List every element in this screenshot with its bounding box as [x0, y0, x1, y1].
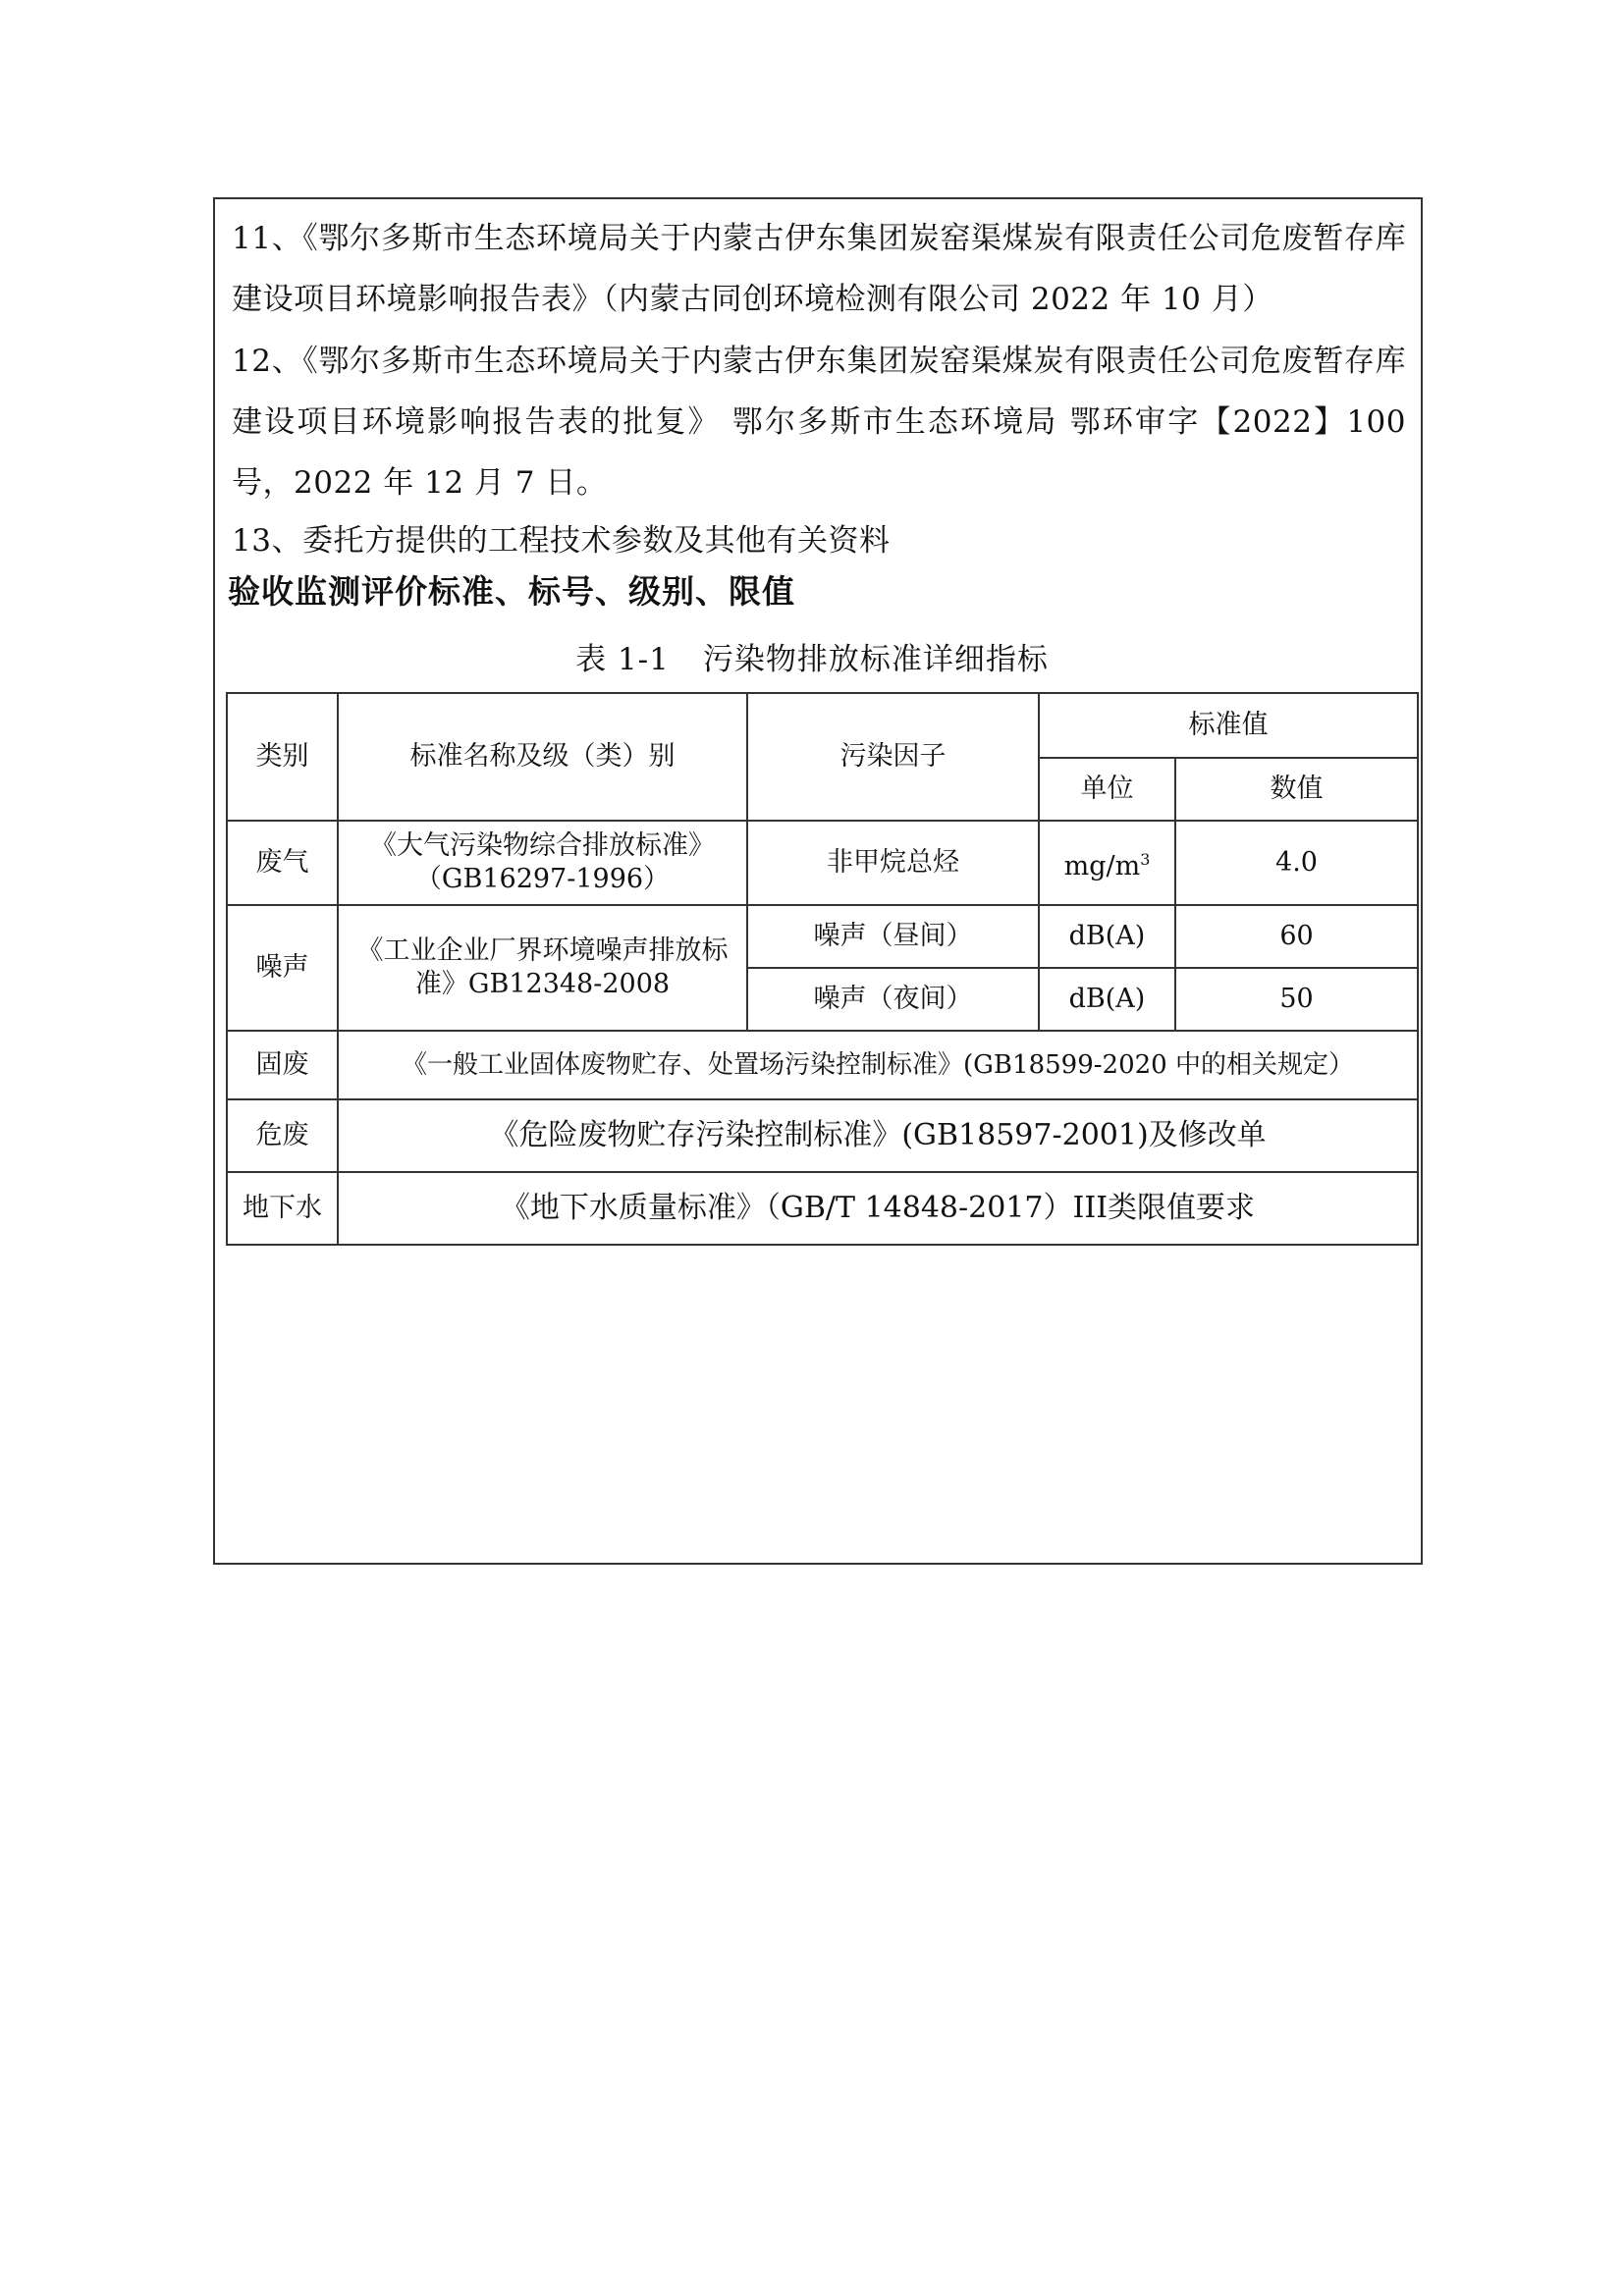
section-heading: 验收监测评价标准、标号、级别、限值	[228, 572, 795, 611]
header-standard-name: 标准名称及级（类）别	[338, 693, 747, 821]
table-row	[227, 905, 1418, 968]
category-groundwater: 地下水	[227, 1172, 338, 1245]
reference-item-13: 13、委托方提供的工程技术参数及其他有关资料	[232, 523, 891, 559]
value-noise-day: 60	[1175, 905, 1418, 968]
pollutant-nmhc: 非甲烷总烃	[747, 821, 1039, 905]
standard-solid-waste: 《一般工业固体废物贮存、处置场污染控制标准》(GB18599-2020 中的相关规定）	[338, 1031, 1418, 1099]
standard-waste-gas-line2: （GB16297-1996）	[414, 864, 671, 894]
pollutant-noise-day: 噪声（昼间）	[747, 905, 1039, 968]
table-row	[227, 1099, 1418, 1172]
header-value: 数值	[1175, 758, 1418, 821]
header-pollutant: 污染因子	[747, 693, 1039, 821]
emission-standards-table	[226, 692, 1419, 1246]
reference-item-12: 12、《鄂尔多斯市生态环境局关于内蒙古伊东集团炭窑渠煤炭有限责任公司危废暂存库建设项目环境影响报告表的批复》 鄂尔多斯市生态环境局 鄂环审字【2022】100 号，2022 年 12 月 7 日。	[232, 344, 1406, 501]
unit-base: mg/m	[1063, 850, 1141, 881]
unit-noise-night: dB(A)	[1039, 968, 1175, 1031]
category-waste-gas: 废气	[227, 821, 338, 905]
header-category: 类别	[227, 693, 338, 821]
table-row	[227, 1172, 1418, 1245]
pollutant-noise-night: 噪声（夜间）	[747, 968, 1039, 1031]
header-unit: 单位	[1039, 758, 1175, 821]
value-noise-night: 50	[1175, 968, 1418, 1031]
reference-item-11: 11、《鄂尔多斯市生态环境局关于内蒙古伊东集团炭窑渠煤炭有限责任公司危废暂存库建设项目环境影响报告表》（内蒙古同创环境检测有限公司 2022 年 10 月）	[232, 221, 1406, 317]
table-number: 表 1-1	[575, 642, 670, 677]
header-standard-value: 标准值	[1039, 693, 1418, 758]
category-solid-waste: 固废	[227, 1031, 338, 1099]
unit-noise-day: dB(A)	[1039, 905, 1175, 968]
category-hazardous-waste: 危废	[227, 1099, 338, 1172]
unit-superscript: 3	[1140, 849, 1151, 869]
table-caption	[0, 636, 1624, 683]
category-noise: 噪声	[227, 905, 338, 1031]
table-title: 污染物排放标准详细指标	[702, 642, 1049, 677]
standard-groundwater: 《地下水质量标准》（GB/T 14848-2017）III类限值要求	[338, 1172, 1418, 1245]
unit-waste-gas	[1039, 821, 1175, 905]
table-row	[227, 821, 1418, 905]
standard-waste-gas	[338, 821, 747, 905]
table-header-row	[227, 693, 1418, 758]
standard-hazardous-waste: 《危险废物贮存污染控制标准》(GB18597-2001)及修改单	[338, 1099, 1418, 1172]
table-row	[227, 1031, 1418, 1099]
standard-waste-gas-line1: 《大气污染物综合排放标准》	[370, 830, 715, 861]
standard-noise: 《工业企业厂界环境噪声排放标准》GB12348-2008	[338, 905, 747, 1031]
value-waste-gas: 4.0	[1175, 821, 1418, 905]
